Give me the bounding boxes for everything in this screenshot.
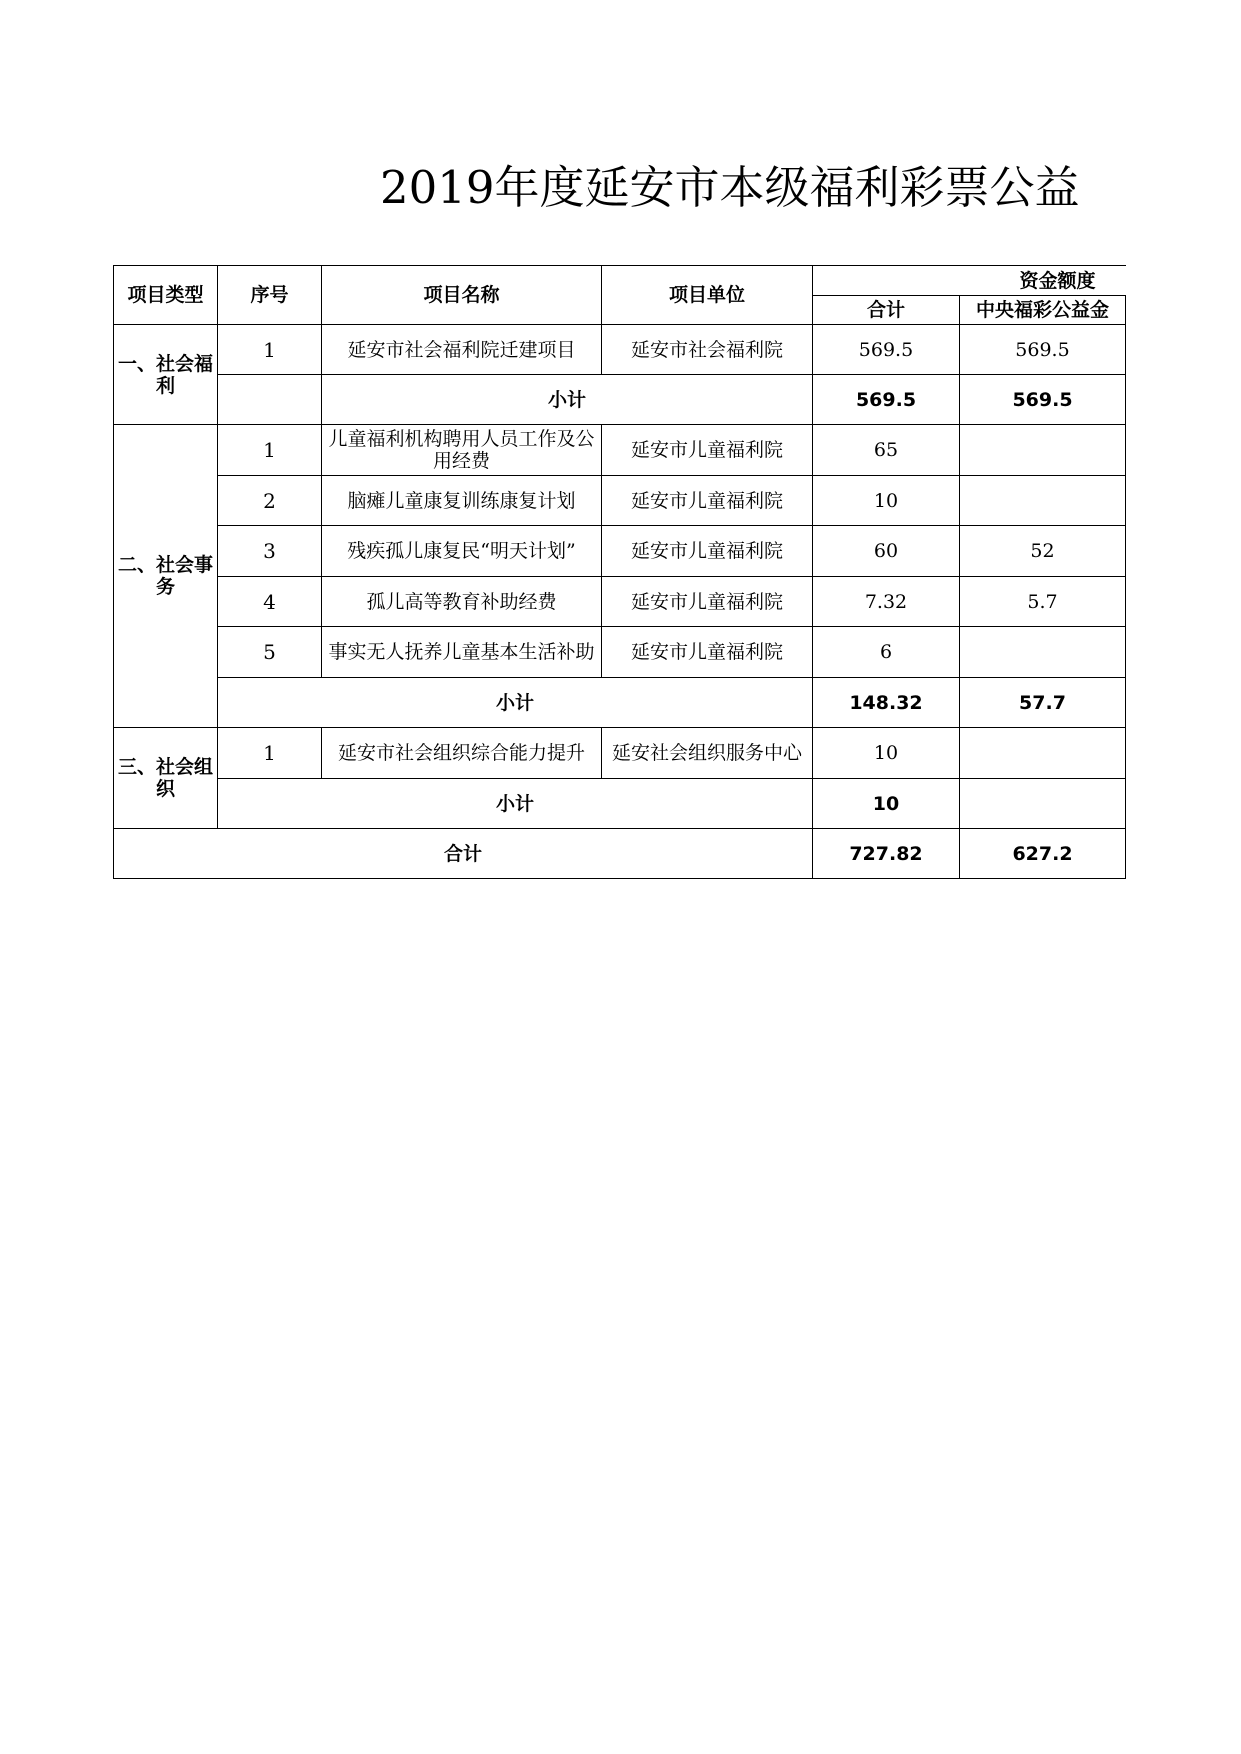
funding-table [113,265,1126,879]
central-cell [960,728,1126,779]
grand-total-central: 627.2 [960,829,1126,879]
central-cell: 52 [960,526,1126,577]
header-unit: 项目单位 [602,266,813,325]
table-row [114,325,1126,375]
central-cell: 5.7 [960,577,1126,627]
subtotal-label: 小计 [322,375,813,425]
unit-cell: 延安市儿童福利院 [602,627,813,678]
subtotal-central [960,779,1126,829]
header-seq: 序号 [218,266,322,325]
seq-cell: 1 [218,325,322,375]
table-row [114,577,1126,627]
header-funds: 资金额度 [813,266,1126,296]
name-cell: 事实无人抚养儿童基本生活补助 [322,627,602,678]
total-cell: 569.5 [813,325,960,375]
header-row-1 [114,266,1126,296]
seq-cell: 3 [218,526,322,577]
header-name: 项目名称 [322,266,602,325]
unit-cell: 延安市儿童福利院 [602,526,813,577]
table-row [114,728,1126,779]
header-total: 合计 [813,296,960,325]
seq-cell: 1 [218,425,322,476]
seq-cell: 2 [218,476,322,526]
subtotal-central: 569.5 [960,375,1126,425]
unit-cell: 延安市儿童福利院 [602,476,813,526]
name-cell: 延安市社会福利院迁建项目 [322,325,602,375]
header-central: 中央福彩公益金 [960,296,1126,325]
subtotal-total: 10 [813,779,960,829]
grand-total-label: 合计 [114,829,813,879]
seq-cell: 1 [218,728,322,779]
subtotal-row [114,779,1126,829]
unit-cell: 延安市儿童福利院 [602,577,813,627]
header-category: 项目类型 [114,266,218,325]
subtotal-total: 148.32 [813,678,960,728]
central-cell: 569.5 [960,325,1126,375]
subtotal-central: 57.7 [960,678,1126,728]
category-cell: 一、社会福利 [114,325,218,425]
total-cell: 10 [813,728,960,779]
unit-cell: 延安市社会福利院 [602,325,813,375]
table-row [114,476,1126,526]
total-cell: 7.32 [813,577,960,627]
subtotal-total: 569.5 [813,375,960,425]
seq-cell: 4 [218,577,322,627]
table-row [114,425,1126,476]
unit-cell: 延安社会组织服务中心 [602,728,813,779]
central-cell [960,425,1126,476]
total-cell: 60 [813,526,960,577]
name-cell: 残疾孤儿康复民“明天计划” [322,526,602,577]
name-cell: 延安市社会组织综合能力提升 [322,728,602,779]
subtotal-label: 小计 [218,678,813,728]
title-clip [112,158,1126,218]
central-cell [960,627,1126,678]
name-cell: 孤儿高等教育补助经费 [322,577,602,627]
subtotal-row [114,678,1126,728]
unit-cell: 延安市儿童福利院 [602,425,813,476]
category-cell: 三、社会组织 [114,728,218,829]
grand-total-total: 727.82 [813,829,960,879]
page-title: 2019年度延安市本级福利彩票公益 [380,161,1080,214]
central-cell [960,476,1126,526]
category-cell: 二、社会事务 [114,425,218,728]
total-cell: 65 [813,425,960,476]
seq-cell: 5 [218,627,322,678]
name-cell: 儿童福利机构聘用人员工作及公用经费 [322,425,602,476]
table-row [114,526,1126,577]
total-cell: 10 [813,476,960,526]
subtotal-row [114,375,1126,425]
subtotal-label: 小计 [218,779,813,829]
grand-total-row [114,829,1126,879]
empty-cell [218,375,322,425]
name-cell: 脑瘫儿童康复训练康复计划 [322,476,602,526]
table-row [114,627,1126,678]
total-cell: 6 [813,627,960,678]
